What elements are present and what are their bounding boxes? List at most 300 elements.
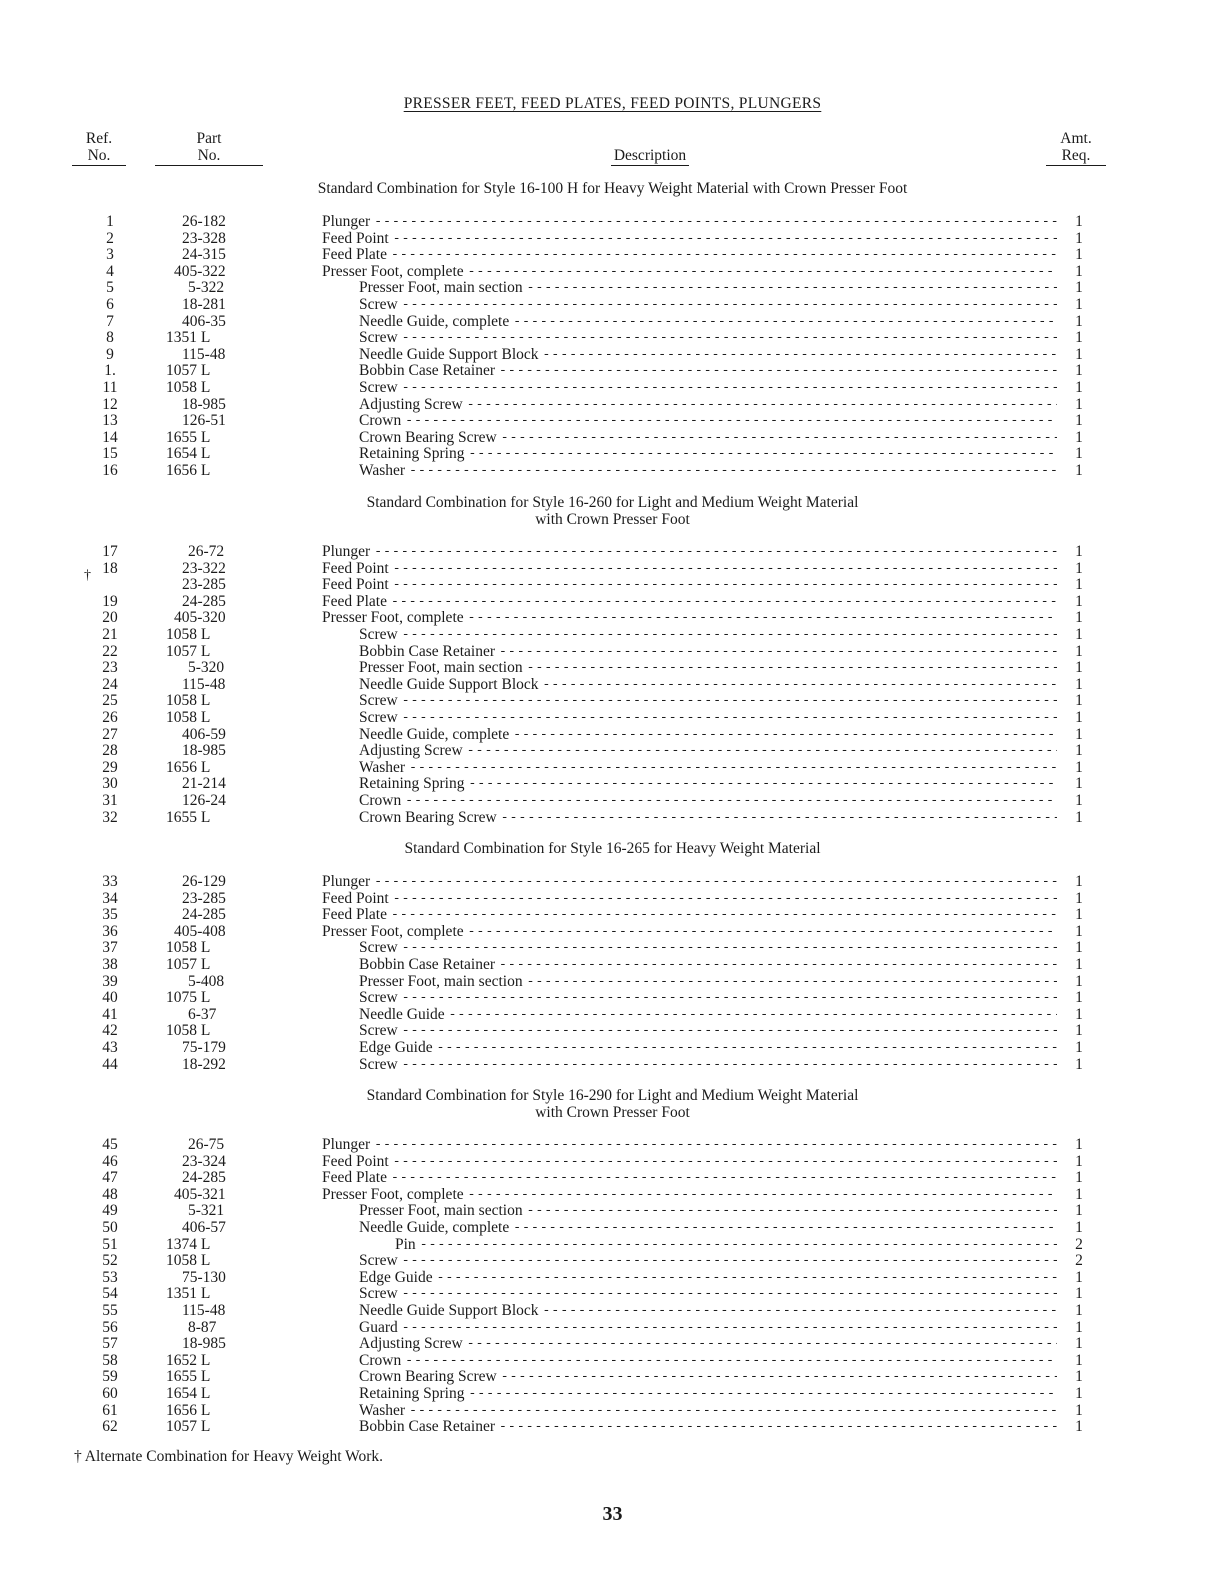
- part-description: [322, 810, 1057, 827]
- part-description: [322, 1303, 1057, 1320]
- ref-number: 53: [102, 1268, 118, 1286]
- amount-required: 1: [1075, 1351, 1083, 1369]
- description-text: Bobbin Case Retainer: [359, 363, 496, 380]
- description-text: Screw: [359, 296, 398, 313]
- ref-number: 31: [102, 791, 118, 809]
- parts-row: [0, 594, 1225, 611]
- ref-number: 6: [106, 295, 114, 313]
- part-number: 126-24: [182, 791, 226, 809]
- dot-leader: [468, 1386, 1057, 1403]
- amount-required: 1: [1075, 543, 1083, 560]
- dot-leader: [393, 577, 1057, 594]
- ref-number: 21: [102, 625, 118, 643]
- part-number: 26-129: [182, 873, 226, 890]
- parts-row: [0, 1336, 1225, 1353]
- description-text: Feed Plate: [322, 1170, 387, 1187]
- ref-number: 23: [102, 659, 118, 677]
- ref-number: 17: [102, 543, 118, 560]
- description-text: Screw: [359, 626, 398, 643]
- part-number: 1058 L: [166, 625, 211, 643]
- part-description: [322, 924, 1057, 941]
- amount-required: 1: [1075, 1185, 1083, 1203]
- amount-required: 1: [1075, 428, 1083, 446]
- parts-row: [0, 1220, 1225, 1237]
- parts-row: [0, 214, 1225, 231]
- parts-row: [0, 610, 1225, 627]
- description-text: Screw: [359, 990, 398, 1007]
- part-number: 1351 L: [166, 329, 211, 347]
- part-number: 406-57: [182, 1218, 226, 1236]
- description-text: Needle Guide Support Block: [359, 676, 539, 693]
- part-description: [322, 1403, 1057, 1420]
- part-description: [322, 1353, 1057, 1370]
- dot-leader: [468, 610, 1057, 627]
- dot-leader: [391, 907, 1057, 924]
- part-number: 23-328: [182, 229, 226, 247]
- ref-number: 62: [102, 1418, 118, 1436]
- parts-row: [0, 907, 1225, 924]
- part-description: [322, 413, 1057, 430]
- description-text: Edge Guide: [359, 1269, 433, 1286]
- amount-required: 1: [1075, 659, 1083, 677]
- dot-leader: [420, 1237, 1057, 1254]
- amount-required: 1: [1075, 1202, 1083, 1220]
- parts-row: [0, 1007, 1225, 1024]
- dot-leader: [393, 1154, 1057, 1171]
- description-text: Presser Foot, complete: [322, 263, 464, 280]
- part-number: 5-320: [188, 659, 225, 677]
- parts-list: [0, 1137, 1225, 1436]
- amount-required: 1: [1075, 295, 1083, 313]
- ref-number: 59: [102, 1368, 118, 1386]
- parts-row: [0, 974, 1225, 991]
- amount-required: 1: [1075, 362, 1083, 380]
- parts-row: [0, 413, 1225, 430]
- part-description: [322, 760, 1057, 777]
- amount-required: 1: [1075, 725, 1083, 743]
- part-description: [322, 1320, 1057, 1337]
- part-number: 24-285: [182, 592, 226, 610]
- part-description: [322, 660, 1057, 677]
- part-no-header: Part No.: [155, 130, 263, 166]
- parts-row: [0, 264, 1225, 281]
- part-description: [322, 544, 1057, 561]
- description-text: Plunger: [322, 1137, 371, 1153]
- dot-leader: [527, 280, 1057, 297]
- description-text: Needle Guide, complete: [359, 726, 510, 743]
- parts-row: [0, 446, 1225, 463]
- amount-required: 1: [1075, 1169, 1083, 1187]
- parts-row: [0, 727, 1225, 744]
- part-number: 5-408: [188, 972, 225, 990]
- part-number: 21-214: [182, 775, 226, 793]
- part-number: 1058 L: [166, 692, 211, 710]
- part-description: [322, 561, 1057, 578]
- description-text: Feed Point: [322, 560, 389, 577]
- ref-number: 57: [102, 1335, 118, 1353]
- description-text: Needle Guide: [359, 1006, 445, 1023]
- ref-number: 15: [102, 445, 118, 463]
- description-text: Crown Bearing Screw: [359, 429, 497, 446]
- parts-row: [0, 793, 1225, 810]
- part-number: 115-48: [182, 1301, 226, 1319]
- part-description: [322, 727, 1057, 744]
- dot-leader: [499, 957, 1057, 974]
- part-number: 5-322: [188, 279, 225, 297]
- part-description: [322, 446, 1057, 463]
- ref-number: 30: [102, 775, 118, 793]
- part-description: [322, 677, 1057, 694]
- description-text: Plunger: [322, 544, 371, 560]
- parts-row: [0, 924, 1225, 941]
- part-number: 24-315: [182, 246, 226, 264]
- description-text: Retaining Spring: [359, 1385, 465, 1402]
- part-description: [322, 1154, 1057, 1171]
- description-text: Screw: [359, 1253, 398, 1270]
- part-description: [322, 1237, 1057, 1254]
- part-number: 23-285: [182, 576, 226, 594]
- dot-leader: [467, 743, 1057, 760]
- part-number: 1656 L: [166, 461, 211, 479]
- description-text: Feed Plate: [322, 247, 387, 264]
- part-description: [322, 231, 1057, 248]
- ref-number: 2: [106, 229, 114, 247]
- description-text: Needle Guide, complete: [359, 1219, 510, 1236]
- part-description: [322, 891, 1057, 908]
- parts-row: [0, 1403, 1225, 1420]
- part-description: [322, 990, 1057, 1007]
- ref-number: 56: [102, 1318, 118, 1336]
- part-number: 75-179: [182, 1038, 226, 1056]
- part-description: [322, 957, 1057, 974]
- part-description: [322, 1419, 1057, 1436]
- ref-number: 22: [102, 642, 118, 660]
- dot-leader: [393, 231, 1057, 248]
- ref-number: 50: [102, 1218, 118, 1236]
- description-text: Adjusting Screw: [359, 396, 463, 413]
- ref-number: 5: [106, 279, 114, 297]
- parts-row: [0, 247, 1225, 264]
- amount-required: 1: [1075, 412, 1083, 430]
- part-description: [322, 1336, 1057, 1353]
- part-number: 1655 L: [166, 1368, 211, 1386]
- description-text: Feed Point: [322, 1153, 389, 1170]
- parts-row: [0, 380, 1225, 397]
- parts-row: [0, 544, 1225, 561]
- part-description: [322, 314, 1057, 331]
- part-number: 115-48: [182, 675, 226, 693]
- ref-number: 41: [102, 1005, 118, 1023]
- ref-number: 39: [102, 972, 118, 990]
- parts-row: [0, 430, 1225, 447]
- amount-required: 2: [1075, 1252, 1083, 1270]
- description-text: Feed Point: [322, 890, 389, 907]
- ref-number: 4: [106, 262, 114, 280]
- amount-required: 1: [1075, 972, 1083, 990]
- parts-row: [0, 810, 1225, 827]
- part-description: [322, 1040, 1057, 1057]
- dot-leader: [467, 397, 1057, 414]
- parts-row: [0, 1187, 1225, 1204]
- dot-leader: [405, 1353, 1057, 1370]
- parts-row: [0, 1237, 1225, 1254]
- amount-required: 1: [1075, 873, 1083, 890]
- part-description: [322, 743, 1057, 760]
- amount-required: 1: [1075, 1401, 1083, 1419]
- amount-required: 1: [1075, 329, 1083, 347]
- parts-row: [0, 1137, 1225, 1154]
- amount-required: 1: [1075, 791, 1083, 809]
- part-number: 406-35: [182, 312, 226, 330]
- part-description: [322, 1220, 1057, 1237]
- dot-leader: [513, 727, 1057, 744]
- part-number: 1057 L: [166, 362, 211, 380]
- parts-row: [0, 891, 1225, 908]
- dot-leader: [543, 1303, 1057, 1320]
- part-description: [322, 577, 1057, 594]
- part-number: 1374 L: [166, 1235, 211, 1253]
- part-description: [322, 397, 1057, 414]
- parts-row: [0, 561, 1225, 578]
- part-description: [322, 1170, 1057, 1187]
- description-text: Screw: [359, 1023, 398, 1040]
- part-number: 1057 L: [166, 1418, 211, 1436]
- parts-row: [0, 1023, 1225, 1040]
- amount-required: 1: [1075, 1301, 1083, 1319]
- part-description: [322, 644, 1057, 661]
- amount-required: 1: [1075, 1335, 1083, 1353]
- ref-number: 47: [102, 1169, 118, 1187]
- ref-number: 13: [102, 412, 118, 430]
- parts-row: [0, 693, 1225, 710]
- footnote: † Alternate Combination for Heavy Weight Work.: [74, 1448, 384, 1465]
- amount-required: 1: [1075, 1285, 1083, 1303]
- ref-number: 58: [102, 1351, 118, 1369]
- dot-leader: [449, 1007, 1057, 1024]
- parts-row: [0, 940, 1225, 957]
- amount-required: 1: [1075, 1418, 1083, 1436]
- parts-row: [0, 990, 1225, 1007]
- description-text: Presser Foot, main section: [359, 280, 523, 297]
- ref-number: 20: [102, 609, 118, 627]
- parts-row: [0, 627, 1225, 644]
- dot-leader: [543, 347, 1057, 364]
- part-number: 1652 L: [166, 1351, 211, 1369]
- part-number: 5-321: [188, 1202, 225, 1220]
- amount-required: 1: [1075, 692, 1083, 710]
- dot-leader: [402, 1023, 1057, 1040]
- dot-leader: [393, 561, 1057, 578]
- parts-row: [0, 347, 1225, 364]
- parts-row: [0, 957, 1225, 974]
- dot-leader: [391, 1170, 1057, 1187]
- dot-leader: [391, 594, 1057, 611]
- part-number: 405-320: [174, 609, 226, 627]
- part-number: 1058 L: [166, 939, 211, 957]
- description-text: Screw: [359, 1056, 398, 1073]
- amount-required: 1: [1075, 922, 1083, 940]
- description-text: Washer: [359, 759, 406, 776]
- parts-row: [0, 330, 1225, 347]
- part-number: 26-182: [182, 213, 226, 230]
- dot-leader: [468, 924, 1057, 941]
- amount-required: 1: [1075, 1022, 1083, 1040]
- parts-row: [0, 231, 1225, 248]
- dot-leader: [402, 693, 1057, 710]
- ref-number: 14: [102, 428, 118, 446]
- ref-number: 46: [102, 1152, 118, 1170]
- page-number: 33: [602, 1503, 623, 1525]
- ref-number: 45: [102, 1136, 118, 1153]
- amount-required: 1: [1075, 955, 1083, 973]
- part-description: [322, 1187, 1057, 1204]
- part-description: [322, 380, 1057, 397]
- description-text: Needle Guide Support Block: [359, 1302, 539, 1319]
- amount-required: 1: [1075, 889, 1083, 907]
- part-description: [322, 1137, 1057, 1154]
- amount-required: 1: [1075, 1038, 1083, 1056]
- ref-number: 49: [102, 1202, 118, 1220]
- ref-number: 38: [102, 955, 118, 973]
- ref-number: 19: [102, 592, 118, 610]
- part-number: 405-321: [174, 1185, 226, 1203]
- parts-row: [0, 776, 1225, 793]
- part-number: 1656 L: [166, 1401, 211, 1419]
- ref-number: 1: [106, 213, 114, 230]
- amount-required: 1: [1075, 625, 1083, 643]
- description-text: Retaining Spring: [359, 776, 465, 793]
- part-description: [322, 297, 1057, 314]
- description-text: Screw: [359, 940, 398, 957]
- amount-required: 1: [1075, 758, 1083, 776]
- part-number: 406-59: [182, 725, 226, 743]
- amount-required: 1: [1075, 592, 1083, 610]
- part-description: [322, 693, 1057, 710]
- ref-number: 61: [102, 1401, 118, 1419]
- parts-row: [0, 1040, 1225, 1057]
- dot-leader: [527, 1203, 1057, 1220]
- amount-required: 1: [1075, 1005, 1083, 1023]
- amount-required: 1: [1075, 1136, 1083, 1153]
- parts-row: [0, 314, 1225, 331]
- ref-number: 54: [102, 1285, 118, 1303]
- dot-leader: [499, 644, 1057, 661]
- dot-leader: [374, 544, 1057, 561]
- part-description: [322, 1057, 1057, 1074]
- ref-number: 34: [102, 889, 118, 907]
- section-title: Standard Combination for Style 16-290 for Light and Medium Weight Material with Crown Presser Foot: [366, 1087, 859, 1121]
- parts-row: [0, 280, 1225, 297]
- amount-required: 1: [1075, 279, 1083, 297]
- description-text: Feed Point: [322, 230, 389, 247]
- part-description: [322, 610, 1057, 627]
- parts-row: [0, 710, 1225, 727]
- amount-required: 1: [1075, 708, 1083, 726]
- dot-leader: [374, 214, 1057, 231]
- dot-leader: [499, 363, 1057, 380]
- amount-required: 1: [1075, 675, 1083, 693]
- parts-list: [0, 214, 1225, 480]
- part-description: [322, 793, 1057, 810]
- amount-required: 1: [1075, 775, 1083, 793]
- description-text: Crown: [359, 792, 402, 809]
- ref-number: 26: [102, 708, 118, 726]
- part-description: [322, 363, 1057, 380]
- description-text: Presser Foot, complete: [322, 610, 464, 627]
- part-number: 23-322: [182, 559, 226, 577]
- part-number: 1057 L: [166, 642, 211, 660]
- parts-row: [0, 1353, 1225, 1370]
- dot-leader: [402, 940, 1057, 957]
- amount-required: 1: [1075, 989, 1083, 1007]
- ref-no-header: Ref. No.: [72, 130, 126, 166]
- description-text: Washer: [359, 1402, 406, 1419]
- description-text: Presser Foot, main section: [359, 1203, 523, 1220]
- description-text: Bobbin Case Retainer: [359, 956, 496, 973]
- part-description: [322, 430, 1057, 447]
- dot-leader: [467, 1336, 1057, 1353]
- part-description: [322, 347, 1057, 364]
- dot-leader: [393, 891, 1057, 908]
- description-text: Presser Foot, complete: [322, 923, 464, 940]
- dot-leader: [402, 990, 1057, 1007]
- ref-number: 60: [102, 1384, 118, 1402]
- parts-row: [0, 874, 1225, 891]
- description-text: Adjusting Screw: [359, 1336, 463, 1353]
- description-text: Presser Foot, complete: [322, 1186, 464, 1203]
- dot-leader: [501, 810, 1057, 827]
- amount-required: 1: [1075, 939, 1083, 957]
- ref-number: 3: [106, 246, 114, 264]
- part-number: 1655 L: [166, 428, 211, 446]
- part-number: 126-51: [182, 412, 226, 430]
- parts-row: [0, 1270, 1225, 1287]
- dot-leader: [391, 247, 1057, 264]
- description-text: Crown: [359, 1352, 402, 1369]
- parts-row: [0, 1386, 1225, 1403]
- amount-required: 2: [1075, 1235, 1083, 1253]
- amount-required: 1: [1075, 312, 1083, 330]
- parts-row: [0, 644, 1225, 661]
- parts-row: [0, 1320, 1225, 1337]
- amount-required: 1: [1075, 229, 1083, 247]
- amount-required: 1: [1075, 461, 1083, 479]
- parts-row: [0, 1286, 1225, 1303]
- parts-row: [0, 760, 1225, 777]
- parts-row: [0, 1203, 1225, 1220]
- ref-number: 7: [106, 312, 114, 330]
- part-number: 26-75: [188, 1136, 225, 1153]
- amount-required: 1: [1075, 642, 1083, 660]
- part-description: [322, 1369, 1057, 1386]
- dagger-mark: †: [84, 568, 91, 584]
- description-text: Crown Bearing Screw: [359, 1369, 497, 1386]
- part-number: 23-285: [182, 889, 226, 907]
- ref-number: 42: [102, 1022, 118, 1040]
- amount-required-header: Amt. Req.: [1046, 130, 1106, 166]
- amount-required: 1: [1075, 742, 1083, 760]
- description-text: Edge Guide: [359, 1039, 433, 1056]
- page-title: PRESSER FEET, FEED PLATES, FEED POINTS, PLUNGERS: [403, 95, 822, 112]
- parts-row: [0, 660, 1225, 677]
- part-description: [322, 1023, 1057, 1040]
- description-text: Bobbin Case Retainer: [359, 1419, 496, 1436]
- part-number: 1075 L: [166, 989, 211, 1007]
- ref-number: 43: [102, 1038, 118, 1056]
- part-description: [322, 463, 1057, 480]
- description-text: Adjusting Screw: [359, 743, 463, 760]
- description-text: Screw: [359, 379, 398, 396]
